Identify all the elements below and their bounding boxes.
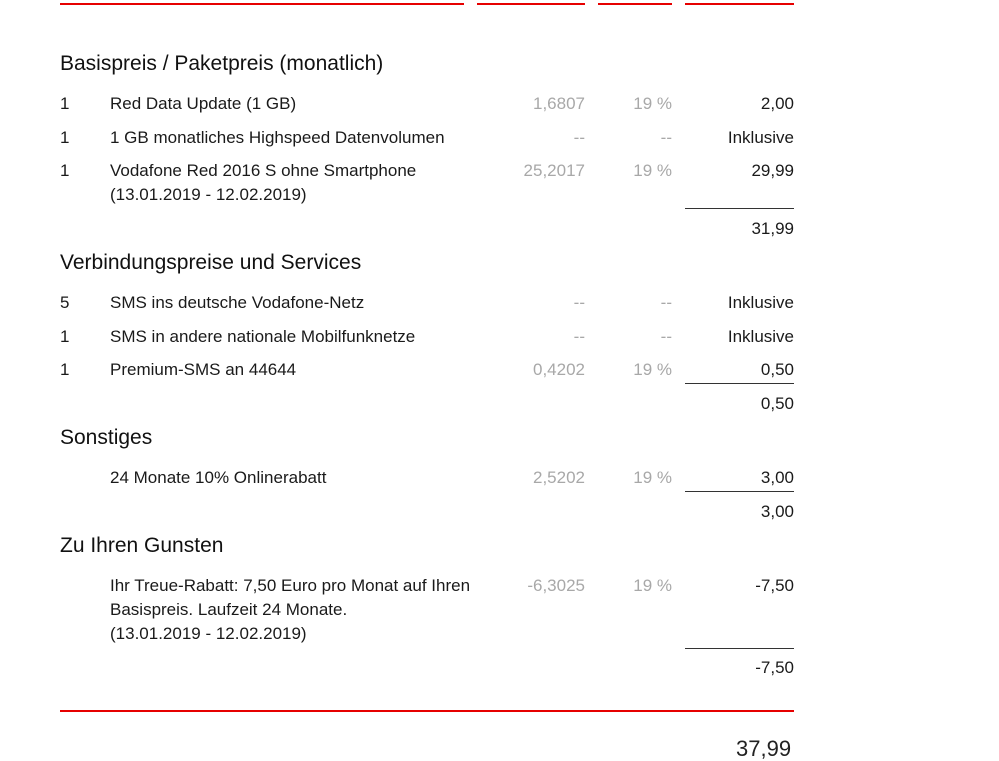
- row-vat: --: [660, 128, 672, 147]
- row-amount: -7,50: [755, 576, 794, 595]
- section-subtotal: 31,99: [751, 219, 794, 238]
- row-description: 1 GB monatliches Highspeed Datenvolumen: [110, 128, 445, 147]
- row-amount: 29,99: [751, 161, 794, 180]
- row-vat: 19 %: [633, 161, 672, 180]
- row-qty: 1: [60, 128, 70, 147]
- row-vat: --: [660, 327, 672, 346]
- section-title-connection-prices: Verbindungspreise und Services: [60, 251, 362, 274]
- row-qty: 1: [60, 360, 70, 379]
- subtotal-rule: [685, 491, 794, 492]
- row-net-price: 1,6807: [533, 94, 585, 113]
- row-net-price: 2,5202: [533, 468, 585, 487]
- row-amount: Inklusive: [727, 293, 794, 312]
- total-amount-partial: 37,99: [736, 736, 792, 761]
- bottom-rule: [60, 710, 794, 712]
- row-amount: Inklusive: [727, 327, 794, 346]
- row-vat: 19 %: [633, 360, 672, 379]
- row-description-line2: Basispreis. Laufzeit 24 Monate.: [110, 600, 348, 619]
- row-description: 24 Monate 10% Onlinerabatt: [110, 468, 327, 487]
- row-qty: 5: [60, 293, 70, 312]
- row-description: Vodafone Red 2016 S ohne Smartphone: [110, 161, 417, 180]
- row-amount: 2,00: [760, 94, 794, 113]
- row-net-price: 25,2017: [523, 161, 585, 180]
- row-net-price: -6,3025: [527, 576, 585, 595]
- row-description-period: (13.01.2019 - 12.02.2019): [110, 624, 307, 643]
- row-net-price: 0,4202: [533, 360, 585, 379]
- row-description: Red Data Update (1 GB): [110, 94, 297, 113]
- subtotal-rule: [685, 208, 794, 209]
- top-rule-amount: [685, 3, 794, 5]
- row-description: SMS in andere nationale Mobilfunknetze: [110, 327, 416, 346]
- row-amount: Inklusive: [727, 128, 794, 147]
- row-description: Premium-SMS an 44644: [110, 360, 297, 379]
- row-amount: 0,50: [760, 360, 794, 379]
- subtotal-rule: [685, 648, 794, 649]
- row-description-period: (13.01.2019 - 12.02.2019): [110, 185, 307, 204]
- row-amount: 3,00: [760, 468, 794, 487]
- row-vat: 19 %: [633, 468, 672, 487]
- top-rule-vat: [598, 3, 672, 5]
- section-title-credits: Zu Ihren Gunsten: [60, 534, 224, 557]
- row-description: Ihr Treue-Rabatt: 7,50 Euro pro Monat auf Ihren: [110, 576, 471, 595]
- row-qty: 1: [60, 161, 70, 180]
- section-subtotal: 3,00: [760, 502, 794, 521]
- row-net-price: --: [573, 128, 585, 147]
- row-vat: --: [660, 293, 672, 312]
- row-net-price: --: [573, 293, 585, 312]
- section-subtotal: -7,50: [755, 658, 794, 677]
- row-description: SMS ins deutsche Vodafone-Netz: [110, 293, 365, 312]
- top-rule-net: [477, 3, 585, 5]
- row-net-price: --: [573, 327, 585, 346]
- section-title-base-price: Basispreis / Paketpreis (monatlich): [60, 52, 384, 75]
- row-vat: 19 %: [633, 94, 672, 113]
- row-vat: 19 %: [633, 576, 672, 595]
- row-qty: 1: [60, 327, 70, 346]
- row-qty: 1: [60, 94, 70, 113]
- section-title-misc: Sonstiges: [60, 426, 153, 449]
- subtotal-rule: [685, 383, 794, 384]
- top-rule-description: [60, 3, 464, 5]
- section-subtotal: 0,50: [760, 394, 794, 413]
